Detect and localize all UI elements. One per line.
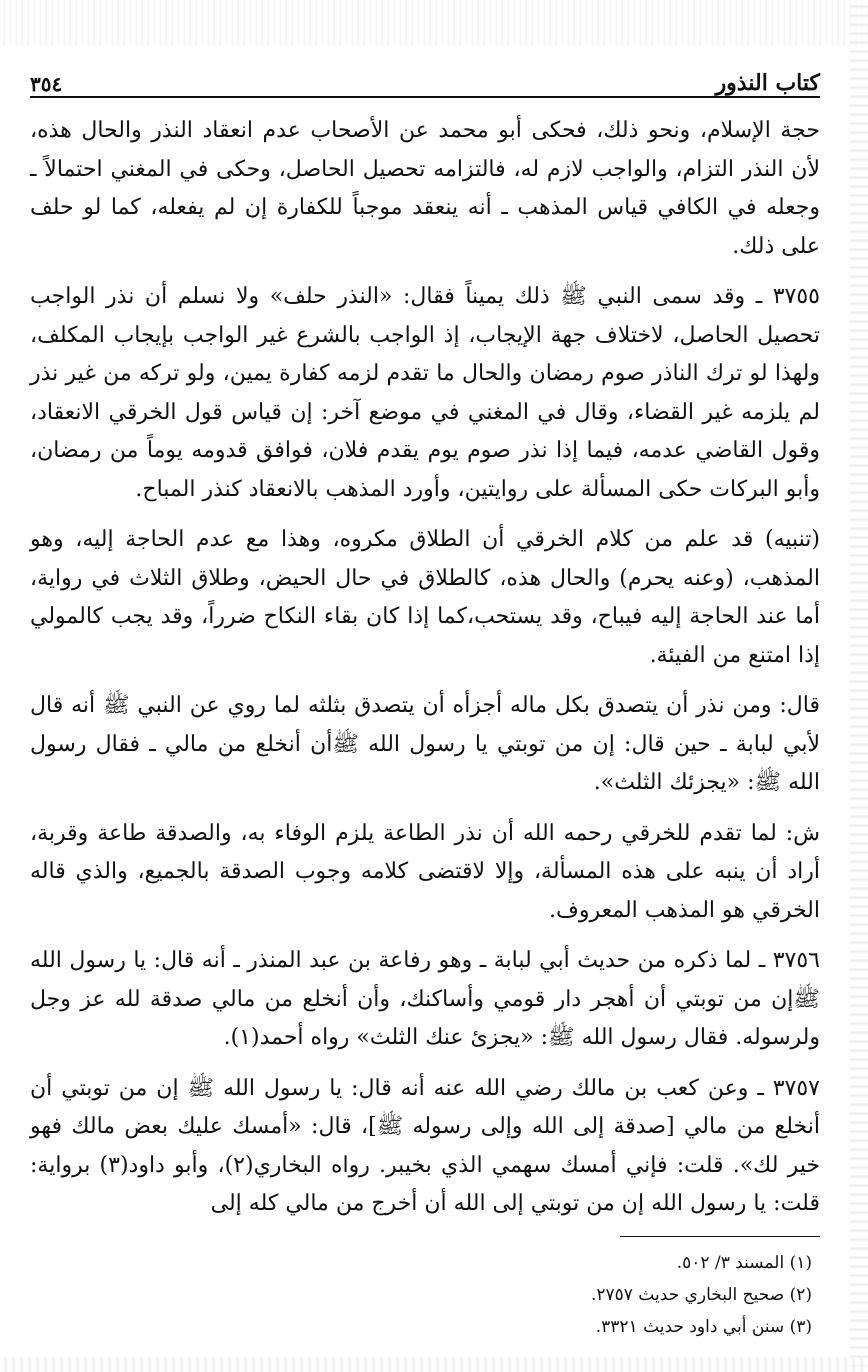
footnote-divider: [620, 1236, 820, 1237]
page-header: [30, 56, 820, 98]
paragraph: ش: لما تقدم للخرقي رحمه الله أن نذر الطاعة يلزم الوفاء به، والصدقة طاعة وقربة، أراد أن ينبه على هذه المسألة، وإلا لاقتضى كلامه وجوب الصدقة بالجميع، والذي قاله الخرقي هو المذهب المعروف.: [30, 820, 820, 923]
paragraph: ٣٧٥٦ ـ لما ذكره من حديث أبي لبابة ـ وهو رفاعة بن عبد المنذر ـ أنه قال: يا رسول الله ﷺإن من توبتي أن أهجر دار قومي وأساكنك، وأن أنخلع من مالي صدقة لله عز وجل ولرسوله. فقال رسول الله ﷺ: «يجزئ عنك الثلث» رواه أحمد(١).: [30, 948, 820, 1050]
scan-noise-right: [850, 0, 868, 1372]
scan-noise-bottom: [0, 1358, 868, 1372]
paragraph: قال: ومن نذر أن يتصدق بكل ماله أجزأه أن يتصدق بثلثه لما روي عن النبي ﷺ أنه قال لأبي لبابة ـ حين قال: إن من توبتي يا رسول الله ﷺأن أنخلع من مالي ـ فقال رسول الله ﷺ: «يجزئك الثلث».: [30, 693, 820, 795]
footnote: (٣) سنن أبي داود حديث ٣٣٢١.: [595, 1317, 812, 1337]
page-body: [30, 112, 820, 1224]
paragraph: حجة الإسلام، ونحو ذلك، فحكى أبو محمد عن الأصحاب عدم انعقاد النذر والحال هذه، لأن النذر التزام، والواجب لازم له، فالتزامه تحصيل الحاصل، وحكى في المغني احتمالاً ـ وجعله في الكافي قياس المذهب ـ أنه ينعقد موجباً للكفارة إن لم يفعله، كما لو حلف على ذلك.: [30, 118, 820, 259]
paragraph: (تنبيه) قد علم من كلام الخرقي أن الطلاق مكروه، وهذا مع عدم الحاجة إليه، وهو المذهب، (وعنه يحرم) والحال هذه، كالطلاق في حال الحيض، وطلاق الثلاث في رواية، أما عند الحاجة إليه فيباح، وقد يستحب،كما إذا كان بقاء النكاح ضرراً، وقد يجب كالمولي إذا امتنع من الفيئة.: [30, 527, 820, 668]
page-number: ٣٥٤: [30, 72, 63, 96]
footnotes: [30, 1236, 820, 1343]
footnote: (١) المسند ٣/ ٥٠٢.: [676, 1253, 812, 1273]
footnote: (٢) صحيح البخاري حديث ٢٧٥٧.: [590, 1285, 812, 1305]
book-page: [30, 56, 820, 1236]
paragraph: ٣٧٥٥ ـ وقد سمى النبي ﷺ ذلك يميناً فقال: «النذر حلف» ولا نسلم أن نذر الواجب تحصيل الحاصل، لاختلاف جهة الإيجاب، إذ الواجب بالشرع غير الواجب بإيجاب المكلف، ولهذا لو ترك الناذر صوم رمضان والحال ما تقدم لزمه كفارة يمين، ولو تركه من غير نذر لم يلزمه غير القضاء، وقال في المغني في موضع آخر: إن قياس قول الخرقي الانعقاد، وقول القاضي عدمه، فيما إذا نذر صوم يوم يقدم فلان، فوافق قدومه يوماً من رمضان، وأبو البركات حكى المسألة على روايتين، وأورد المذهب بالانعقاد كنذر المباح.: [30, 284, 820, 502]
paragraph: ٣٧٥٧ ـ وعن كعب بن مالك رضي الله عنه أنه قال: يا رسول الله ﷺ إن من توبتي أن أنخلع من مالي [صدقة إلى الله وإلى رسوله ﷺ]، قال: «أمسك عليك بعض مالك فهو خير لك». قلت: فإني أمسك سهمي الذي بخيبر. رواه البخاري(٢)، وأبو داود(٣) برواية: قلت: يا رسول الله إن من توبتي إلى الله أن أخرج من مالي كله إلى: [30, 1075, 820, 1216]
scan-noise-top: [0, 0, 868, 46]
chapter-title: كتاب النذور: [715, 70, 820, 96]
